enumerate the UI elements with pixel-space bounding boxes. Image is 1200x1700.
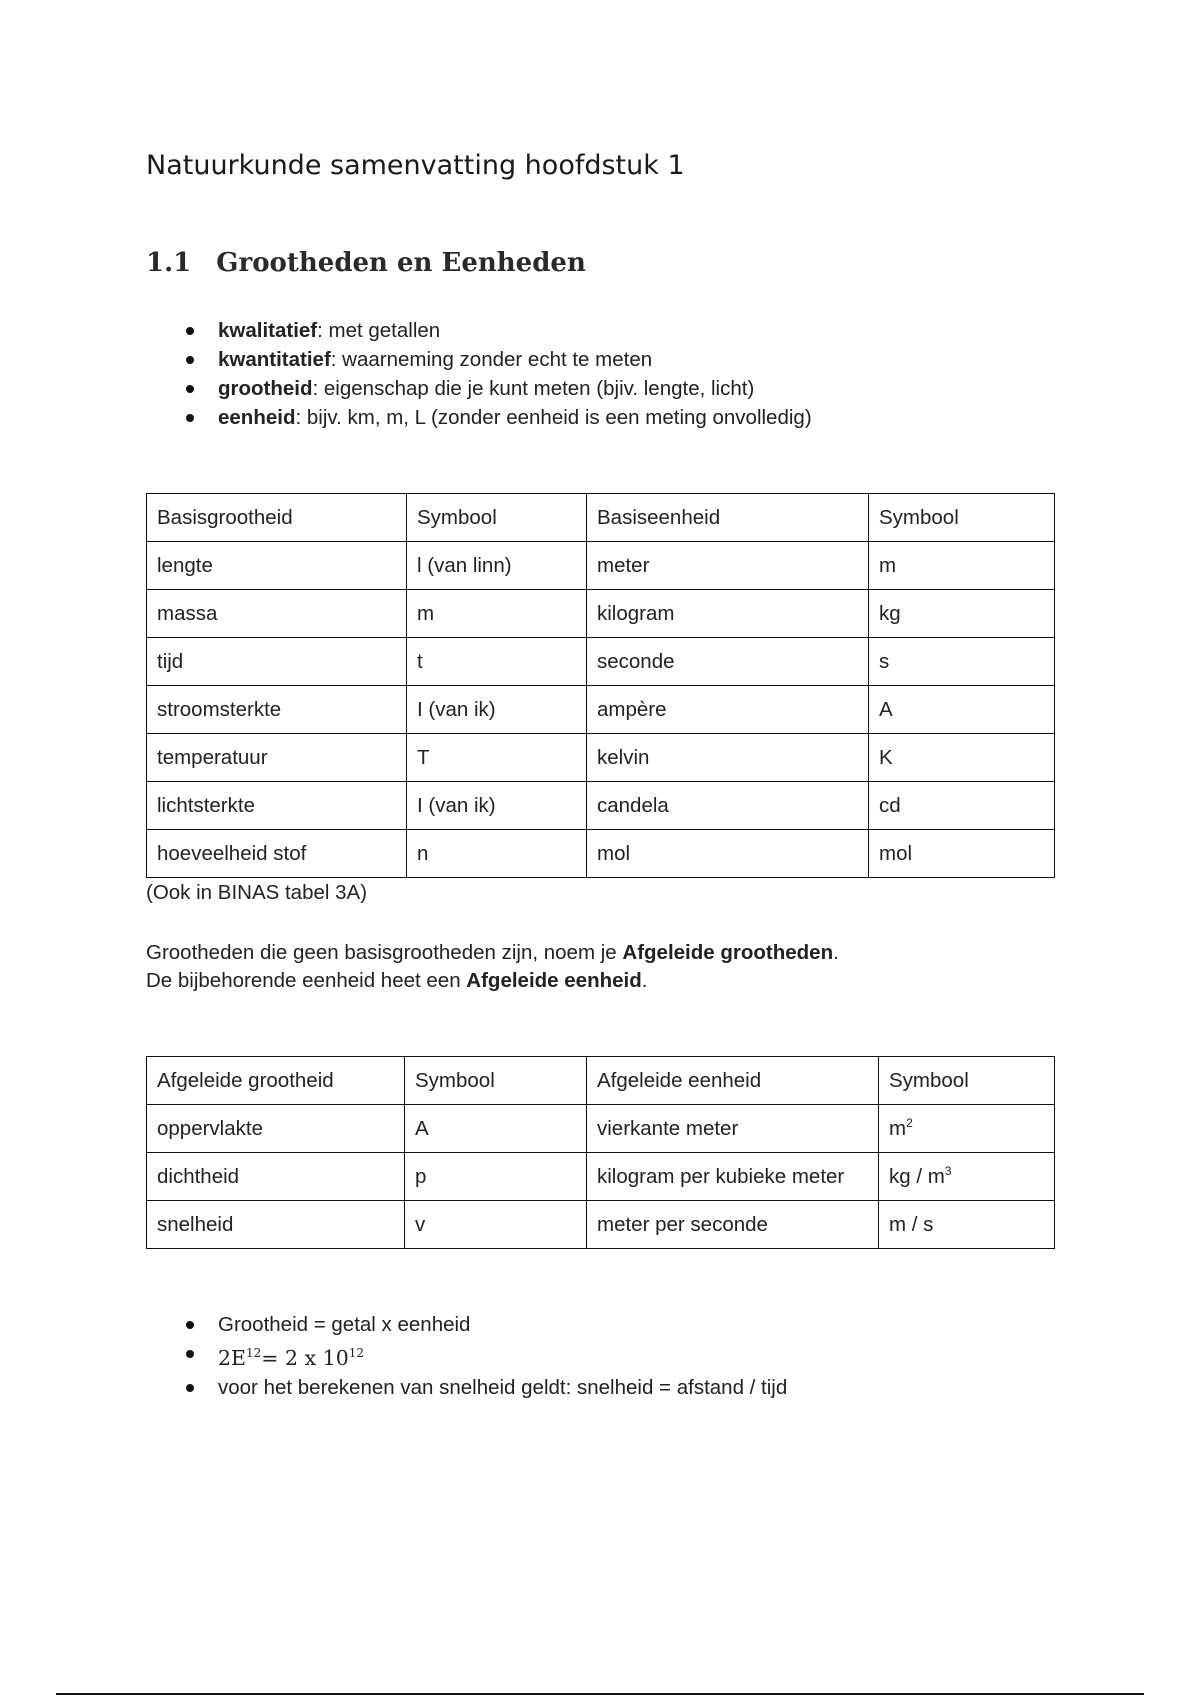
definition-text: : eigenschap die je kunt meten (bjiv. lengte, licht) (312, 377, 755, 400)
unit-exponent: 2 (906, 1116, 913, 1131)
formula-equals: = (261, 1345, 279, 1370)
table-cell: mol (869, 830, 1055, 878)
table-header-cell: Symbool (869, 494, 1055, 542)
formula (218, 1346, 364, 1370)
table-cell: A (405, 1105, 587, 1153)
base-quantities-table (146, 493, 1055, 878)
table-header-cell: Afgeleide grootheid (147, 1057, 405, 1105)
document-title: Natuurkunde samenvatting hoofdstuk 1 (146, 150, 685, 181)
table-header-cell: Symbool (879, 1057, 1055, 1105)
list-item (186, 345, 812, 374)
definition-term: eenheid (218, 406, 296, 429)
table-cell: m (869, 542, 1055, 590)
unit-symbol: m / s (889, 1212, 934, 1236)
table-cell: I (van ik) (407, 686, 587, 734)
table-cell: m (407, 590, 587, 638)
table-row (147, 542, 1055, 590)
table-cell: snelheid (147, 1201, 405, 1249)
section-number: 1.1 (146, 248, 192, 278)
table-cell: hoeveelheid stof (147, 830, 407, 878)
table-cell: tijd (147, 638, 407, 686)
list-item (186, 316, 812, 345)
table-cell: A (869, 686, 1055, 734)
table-header-cell: Afgeleide eenheid (587, 1057, 879, 1105)
definition-term: kwantitatief (218, 348, 331, 371)
table-cell: s (869, 638, 1055, 686)
table-cell: lengte (147, 542, 407, 590)
table-header-cell: Symbool (405, 1057, 587, 1105)
footer-divider (56, 1693, 1144, 1695)
paragraph-end: . (833, 941, 839, 964)
table-header-row (147, 1057, 1055, 1105)
table-cell: vierkante meter (587, 1105, 879, 1153)
table-caption: (Ook in BINAS tabel 3A) (146, 881, 368, 904)
formula-right-base: 2 x 10 (285, 1345, 349, 1370)
table-row (147, 1105, 1055, 1153)
table-header-cell: Basisgrootheid (147, 494, 407, 542)
table-row (147, 830, 1055, 878)
table-cell: candela (587, 782, 869, 830)
formula-left-exp: 12 (246, 1346, 262, 1360)
table-row (147, 734, 1055, 782)
table-cell: t (407, 638, 587, 686)
table-cell: lichtsterkte (147, 782, 407, 830)
paragraph-bold: Afgeleide eenheid (466, 969, 642, 992)
table-cell: kelvin (587, 734, 869, 782)
paragraph-text: De bijbehorende eenheid heet een (146, 969, 467, 992)
table-cell: kilogram per kubieke meter (587, 1153, 879, 1201)
definition-text: : bijv. km, m, L (zonder eenheid is een meting onvolledig) (295, 406, 812, 429)
paragraph-line (146, 969, 647, 993)
table-row (147, 590, 1055, 638)
list-item: voor het berekenen van snelheid geldt: snelheid = afstand / tijd (186, 1373, 787, 1402)
list-item (186, 1339, 787, 1373)
table-cell: meter (587, 542, 869, 590)
formula-right-exp: 12 (348, 1346, 365, 1360)
table-row (147, 638, 1055, 686)
derived-quantities-table (146, 1056, 1055, 1249)
list-item: Grootheid = getal x eenheid (186, 1310, 787, 1339)
paragraph-end: . (641, 969, 648, 992)
unit-symbol: m (889, 1116, 907, 1140)
list-item (186, 374, 812, 403)
table-cell: stroomsterkte (147, 686, 407, 734)
list-item (186, 403, 812, 432)
table-row (147, 1153, 1055, 1201)
table-cell: oppervlakte (147, 1105, 405, 1153)
table-cell (879, 1153, 1055, 1201)
table-cell: I (van ik) (407, 782, 587, 830)
paragraph-line (146, 941, 839, 965)
definitions-list (186, 316, 812, 432)
table-cell (879, 1105, 1055, 1153)
table-cell: dichtheid (147, 1153, 405, 1201)
table-header-row (147, 494, 1055, 542)
table-cell: cd (869, 782, 1055, 830)
table-row (147, 686, 1055, 734)
table-row (147, 782, 1055, 830)
table-cell: mol (587, 830, 869, 878)
table-cell: p (405, 1153, 587, 1201)
table-cell: massa (147, 590, 407, 638)
table-cell: n (407, 830, 587, 878)
paragraph-text: Grootheden die geen basisgrootheden zijn, noem je (146, 941, 623, 964)
definition-term: kwalitatief (218, 319, 318, 342)
section-title: Grootheden en Eenheden (216, 248, 586, 278)
notes-list (186, 1310, 787, 1402)
formula-left-base: 2E (218, 1345, 247, 1370)
table-header-cell: Basiseenheid (587, 494, 869, 542)
table-cell: v (405, 1201, 587, 1249)
table-header-cell: Symbool (407, 494, 587, 542)
table-cell: K (869, 734, 1055, 782)
table-cell: T (407, 734, 587, 782)
definition-text: : met getallen (317, 319, 441, 342)
unit-symbol: kg / m (889, 1164, 945, 1188)
table-cell (879, 1201, 1055, 1249)
paragraph-bold: Afgeleide grootheden (622, 941, 834, 964)
table-cell: temperatuur (147, 734, 407, 782)
section-heading (146, 248, 586, 278)
table-cell: ampère (587, 686, 869, 734)
table-cell: seconde (587, 638, 869, 686)
table-cell: meter per seconde (587, 1201, 879, 1249)
unit-exponent: 3 (944, 1164, 952, 1179)
definition-term: grootheid (218, 377, 313, 400)
table-row (147, 1201, 1055, 1249)
table-cell: kg (869, 590, 1055, 638)
table-cell: kilogram (587, 590, 869, 638)
definition-text: : waarneming zonder echt te meten (330, 348, 653, 371)
table-cell: l (van linn) (407, 542, 587, 590)
